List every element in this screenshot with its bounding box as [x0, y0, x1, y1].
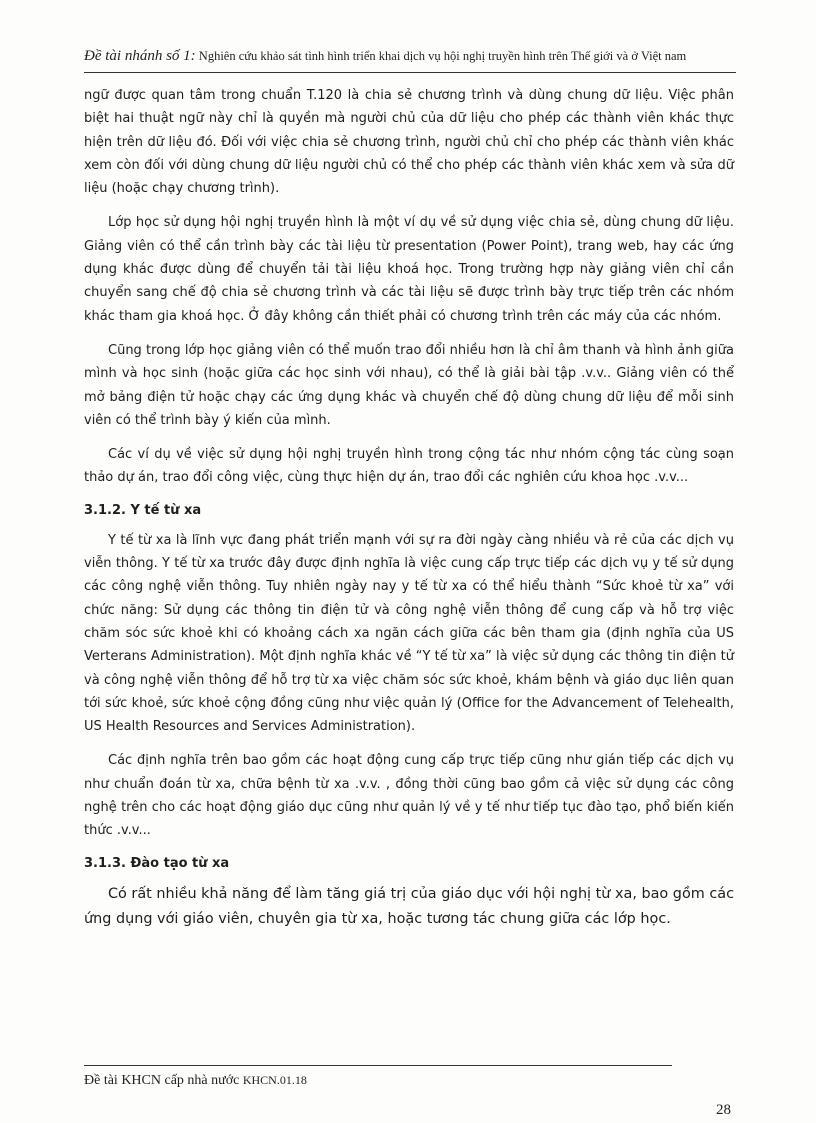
paragraph-classroom-example: Lớp học sử dụng hội nghị truyền hình là một ví dụ về sử dụng việc chia sẻ, dùng chung dữ liệu. Giảng viên có thể cần trình bày các tài liệu từ presentation (Power Point), trang web, hay các ứng dụng khác được dùng để chuyển tải tài liệu khoá học. Trong trường hợp này giảng viên chỉ cần chuyển sang chế độ chia sẻ chương trình và các tài liệu sẽ được trình bày trực tiếp trên các nhóm khác tham gia khoá học. Ở đây không cần thiết phải có chương trình trên các máy của các nhóm. [84, 215, 734, 324]
header-divider [84, 72, 736, 73]
page-body [84, 84, 734, 943]
header-lead: Đề tài nhánh số 1: [84, 48, 196, 64]
footer-text: Đề tài KHCN cấp nhà nước [84, 1073, 240, 1088]
paragraph-lecturer-exchange: Cũng trong lớp học giảng viên có thể muốn trao đổi nhiều hơn là chỉ âm thanh và hình ảnh giữa mình và học sinh (hoặc giữa các học sinh với nhau), có thể là giải bài tập .v.v.. Giảng viên có thể mở bảng điện tử hoặc chạy các ứng dụng khác và chuyển chế độ dùng chung dữ liệu để mỗi sinh viên có thể trình bày ý kiến của mình. [84, 342, 734, 428]
header-title: Nghiên cứu khảo sát tình hình triển khai dịch vụ hội nghị truyền hình trên Thế giới và ở Việt nam [198, 49, 687, 63]
running-footer [84, 1073, 307, 1089]
footer-divider [84, 1065, 672, 1066]
paragraph-telemedicine-scope: Các định nghĩa trên bao gồm các hoạt động cung cấp trực tiếp cũng như gián tiếp các dịch vụ như chuẩn đoán từ xa, chữa bệnh từ xa .v.v. , đồng thời cũng bao gồm cả việc sử dụng các công nghệ trên cho các hoạt động giáo dục cũng như quản lý về y tế như tiếp tục đào tạo, phổ biến kiến thức .v.v... [84, 753, 734, 839]
paragraph-distance-learning: Có rất nhiều khả năng để làm tăng giá trị của giáo dục với hội nghị từ xa, bao gồm các ứng dụng với giáo viên, chuyên gia từ xa, hoặc tương tác chung giữa các lớp học. [84, 885, 734, 927]
section-heading-distance-learning: 3.1.3. Đào tạo từ xa [84, 855, 230, 871]
paragraph-t120-sharing: ngữ được quan tâm trong chuẩn T.120 là chia sẻ chương trình và dùng chung dữ liệu. Việc phân biệt hai thuật ngữ này chỉ là quyền mà người chủ của dữ liệu cho phép các thành viên khác thực hiện trên dữ liệu đó. Đối với việc chia sẻ chương trình, người chủ chỉ cho phép các thành viên khác xem còn đối với dùng chung dữ liệu người chủ có thể cho phép các thành viên khác xem và sửa dữ liệu (hoặc chạy chương trình). [84, 88, 734, 197]
section-heading-telemedicine: 3.1.2. Y tế từ xa [84, 502, 202, 518]
running-header [84, 48, 734, 65]
page-number: 28 [716, 1102, 731, 1118]
paragraph-telemedicine-definition: Y tế từ xa là lĩnh vực đang phát triển mạnh với sự ra đời ngày càng nhiều và rẻ của các dịch vụ viễn thông. Y tế từ xa trước đây được định nghĩa là việc cung cấp trực tiếp các dịch vụ y tế sử dụng các công nghệ viễn thông. Tuy nhiên ngày nay y tế từ xa có thể hiểu thành “Sức khoẻ từ xa” với chức năng: Sử dụng các thông tin điện tử và công nghệ viễn thông để cung cấp và hỗ trợ việc chăm sóc sức khoẻ khi có khoảng cách xa ngăn cách giữa các bên tham gia (định nghĩa của US Verterans Administration). Một định nghĩa khác về “Y tế từ xa” là việc sử dụng các thông tin điện tử và công nghệ viễn thông để hỗ trợ từ xa việc chăm sóc sức khoẻ, khám bệnh và giáo dục liên quan tới sức khoẻ, sức khoẻ cộng đồng cũng như việc quản lý (Office for the Advancement of Telehealth, US Health Resources and Services Administration). [84, 532, 734, 735]
footer-project-code: KHCN.01.18 [242, 1073, 307, 1087]
paragraph-collaboration-examples: Các ví dụ về việc sử dụng hội nghị truyền hình trong cộng tác như nhóm cộng tác cùng soạn thảo dự án, trao đổi công việc, cùng thực hiện dự án, trao đổi các nghiên cứu khoa học .v.v... [84, 447, 734, 486]
